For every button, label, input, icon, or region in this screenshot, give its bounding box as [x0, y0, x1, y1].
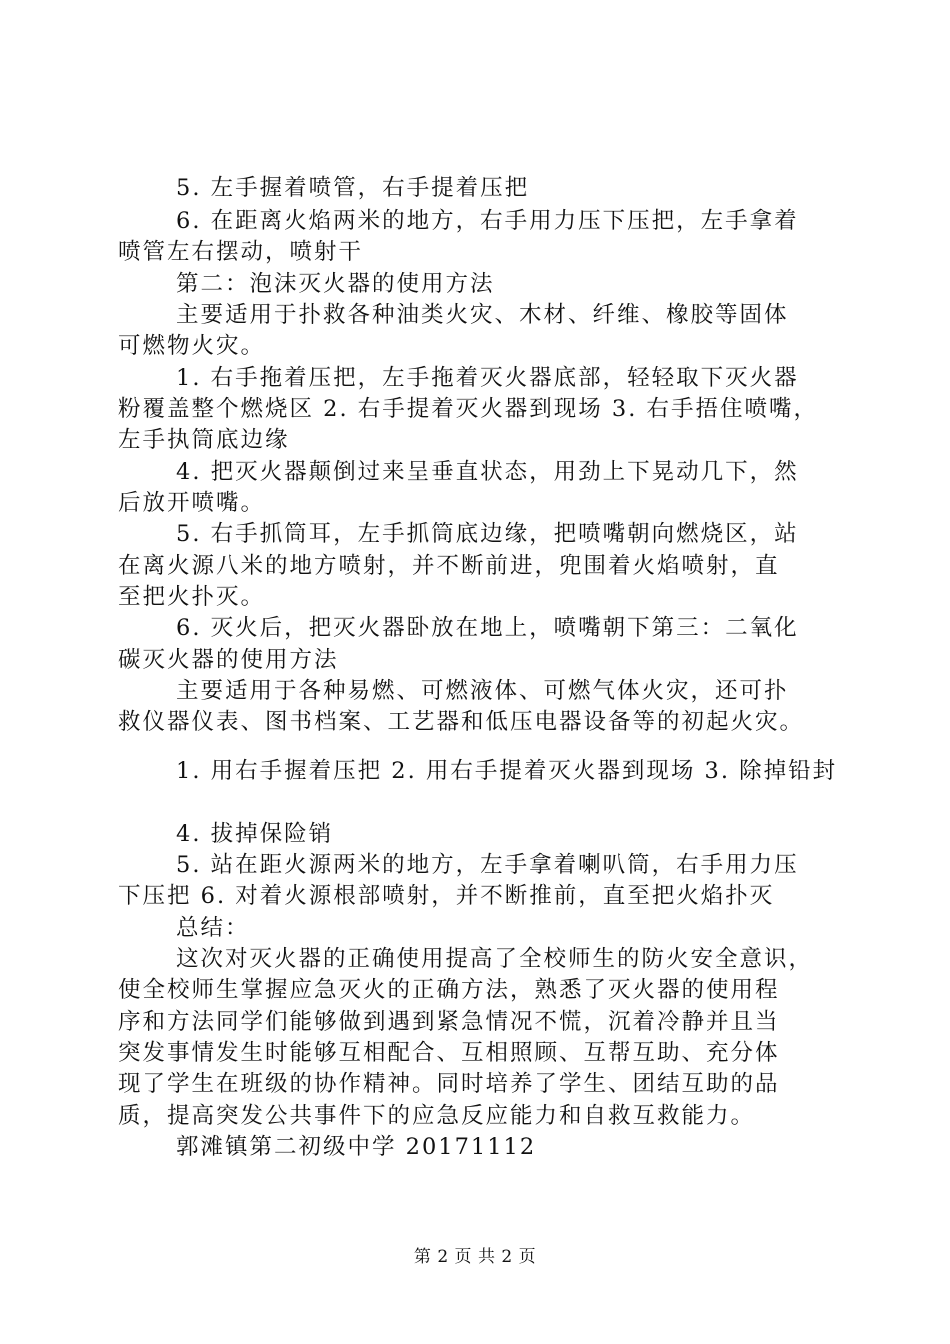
text-line: 喷管左右摆动，喷射干 [118, 239, 364, 265]
text-line: 质，提高突发公共事件下的应急反应能力和自救互救能力。 [118, 1103, 756, 1129]
section-heading: 第二：泡沫灭火器的使用方法 [176, 271, 495, 297]
text-line: 救仪器仪表、图书档案、工艺器和低压电器设备等的初起火灾。 [118, 709, 805, 735]
text-line: 至把火扑灭。 [118, 584, 266, 610]
text-line: 使全校师生掌握应急灭火的正确方法，熟悉了灭火器的使用程 [118, 977, 780, 1003]
text-line: 突发事情发生时能够互相配合、互相照顾、互帮互助、充分体 [118, 1040, 780, 1066]
text-line: 碳灭火器的使用方法 [118, 647, 339, 673]
text-line: 粉覆盖整个燃烧区 2. 右手提着灭火器到现场 3. 右手捂住喷嘴， [118, 396, 819, 422]
text-line: 6. 灭火后，把灭火器卧放在地上，喷嘴朝下第三：二氧化 [176, 615, 799, 641]
text-line: 4. 把灭火器颠倒过来呈垂直状态，用劲上下晃动几下，然 [176, 459, 799, 485]
text-line: 可燃物火灾。 [118, 333, 266, 359]
text-line: 现了学生在班级的协作精神。同时培养了学生、团结互助的品 [118, 1071, 780, 1097]
text-line: 这次对灭火器的正确使用提高了全校师生的防火安全意识， [176, 946, 814, 972]
signature-line: 郭滩镇第二初级中学 20171112 [176, 1134, 537, 1160]
text-line: 后放开喷嘴。 [118, 490, 266, 516]
section-heading: 总结： [176, 915, 250, 941]
text-line: 1. 右手拖着压把，左手拖着灭火器底部，轻轻取下灭火器 [176, 365, 799, 391]
text-line: 6. 在距离火焰两米的地方，右手用力压下压把，左手拿着 [176, 208, 799, 234]
text-line: 1. 用右手握着压把 2. 用右手提着灭火器到现场 3. 除掉铅封 [176, 758, 838, 784]
text-line: 左手执筒底边缘 [118, 427, 290, 453]
text-line: 下压把 6. 对着火源根部喷射，并不断推前，直至把火焰扑灭 [118, 883, 775, 909]
text-line: 主要适用于扑救各种油类火灾、木材、纤维、橡胶等固体 [176, 302, 789, 328]
text-line: 在离火源八米的地方喷射，并不断前进，兜围着火焰喷射，直 [118, 553, 780, 579]
text-line: 序和方法同学们能够做到遇到紧急情况不慌，沉着冷静并且当 [118, 1009, 780, 1035]
text-line: 5. 站在距火源两米的地方，左手拿着喇叭筒，右手用力压 [176, 852, 799, 878]
text-line: 5. 左手握着喷管，右手提着压把 [176, 175, 530, 201]
text-line: 4. 拔掉保险销 [176, 821, 334, 847]
text-line: 5. 右手抓筒耳，左手抓筒底边缘，把喷嘴朝向燃烧区，站 [176, 521, 799, 547]
text-line: 主要适用于各种易燃、可燃液体、可燃气体火灾，还可扑 [176, 678, 789, 704]
page-number-footer: 第 2 页 共 2 页 [413, 1247, 537, 1267]
